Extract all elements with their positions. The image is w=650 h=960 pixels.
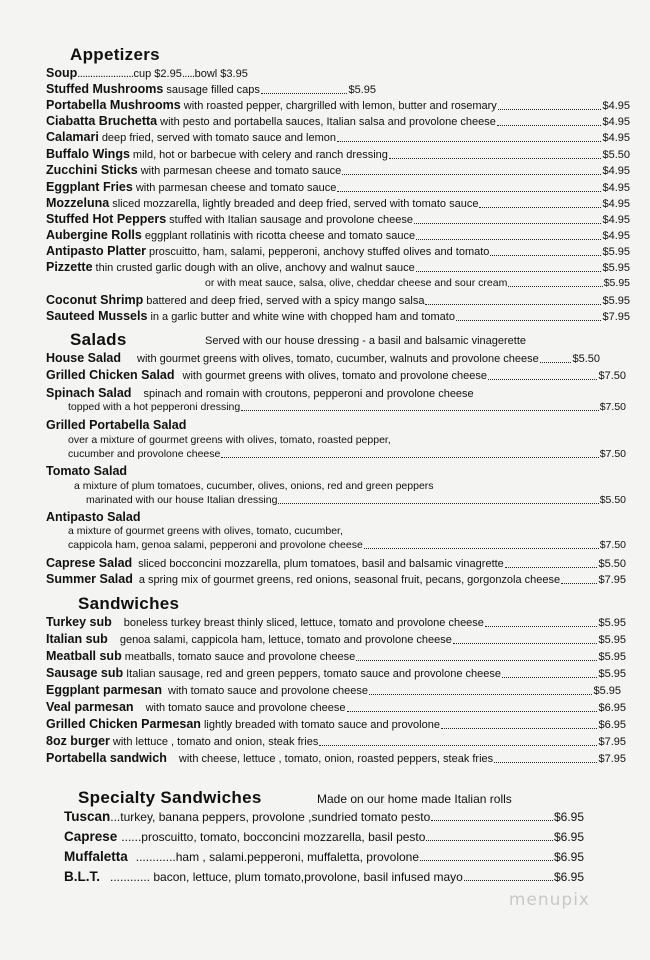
soup-row: Soup ...................... cup $2.95 ..... bowl $3.95 <box>46 66 248 80</box>
menu-item: Mozzeluna sliced mozzarella, lightly breaded and deep fried, served with tomato sauce $4.95 <box>46 196 630 210</box>
salads-note: Served with our house dressing - a basil and balsamic vinagerette <box>205 335 527 347</box>
soup-name: Soup <box>46 66 78 80</box>
menu-item: Buffalo Wings mild, hot or barbecue with celery and ranch dressing $5.50 <box>46 147 630 161</box>
sandwiches-title: Sandwiches <box>78 594 180 613</box>
watermark-text: menupix <box>508 890 590 910</box>
menu-item: Coconut Shrimp battered and deep fried, served with a spicy mango salsa $5.95 <box>46 293 630 307</box>
menu-item: Pizzette thin crusted garlic dough with an olive, anchovy and walnut sauce $5.95 <box>46 260 630 274</box>
menu-item: Tomato Salad <box>46 464 128 478</box>
menu-item: Sausage sub Italian sausage, red and green peppers, tomato sauce and provolone cheese $5.95 <box>46 666 626 680</box>
menu-item: Stuffed Hot Peppers stuffed with Italian sausage and provolone cheese $4.95 <box>46 212 630 226</box>
menu-item-line: a mixture of gourmet greens with olives, tomato, cucumber, <box>68 525 343 537</box>
menu-item-line: cucumber and provolone cheese $7.50 <box>68 448 626 460</box>
menu-item-line: marinated with our house Italian dressing $5.50 <box>86 494 626 506</box>
menu-item: Antipasto Salad <box>46 510 141 524</box>
soup-bowl-price: bowl $3.95 <box>194 68 248 80</box>
salads-title: Salads <box>70 330 127 349</box>
menu-item: Grilled Chicken Parmesan lightly breaded with tomato sauce and provolone $6.95 <box>46 717 626 731</box>
menu-item: Italian sub genoa salami, cappicola ham, lettuce, tomato and provolone cheese $5.95 <box>46 632 626 646</box>
menu-item: Eggplant Fries with parmesan cheese and tomato sauce $4.95 <box>46 180 630 194</box>
menu-item-line: over a mixture of gourmet greens with olives, tomato, roasted pepper, <box>68 434 391 446</box>
menu-item: Grilled Chicken Salad with gourmet greens with olives, tomato and provolone cheese $7.50 <box>46 368 626 382</box>
menu-item: Ciabatta Bruchetta with pesto and portabella sauces, Italian salsa and provolone cheese $4.95 <box>46 114 630 128</box>
menu-item: Tuscan ...turkey, banana peppers, provolone ,sundried tomato pesto $6.95 <box>64 809 584 824</box>
menu-item: Eggplant parmesan with tomato sauce and provolone cheese $5.95 <box>46 683 621 697</box>
menu-item-line: topped with a hot pepperoni dressing $7.50 <box>68 401 626 413</box>
menu-item: Turkey sub boneless turkey breast thinly sliced, lettuce, tomato and provolone cheese $5.95 <box>46 615 626 629</box>
menu-item: Portabella Mushrooms with roasted pepper, chargrilled with lemon, butter and rosemary $4.95 <box>46 98 630 112</box>
menu-item: 8oz burger with lettuce , tomato and onion, steak fries $7.95 <box>46 734 626 748</box>
menu-item: Caprese ......proscuitto, tomato, bocconcini mozzarella, basil pesto $6.95 <box>64 829 584 844</box>
menu-item: Stuffed Mushrooms sausage filled caps $5.95 <box>46 82 376 96</box>
menu-item: Sauteed Mussels in a garlic butter and white wine with chopped ham and tomato $7.95 <box>46 309 630 323</box>
menu-item: House Salad with gourmet greens with olives, tomato, cucumber, walnuts and provolone cheese $5.50 <box>46 351 600 365</box>
menu-item: Calamari deep fried, served with tomato sauce and lemon $4.95 <box>46 130 630 144</box>
menu-item: Meatball sub meatballs, tomato sauce and provolone cheese $5.95 <box>46 649 626 663</box>
menu-item: Muffaletta ............ham , salami.pepperoni, muffaletta, provolone $6.95 <box>64 849 584 864</box>
menu-item: Veal parmesan with tomato sauce and provolone cheese $6.95 <box>46 700 626 714</box>
menu-item: Grilled Portabella Salad <box>46 418 187 432</box>
appetizers-title: Appetizers <box>70 45 160 64</box>
specialty-title: Specialty Sandwiches <box>78 788 262 807</box>
menu-item: Zucchini Sticks with parmesan cheese and tomato sauce $4.95 <box>46 163 630 177</box>
menu-item: Aubergine Rolls eggplant rollatinis with ricotta cheese and tomato sauce $4.95 <box>46 228 630 242</box>
menu-item-line: cappicola ham, genoa salami, pepperoni and provolone cheese $7.50 <box>68 539 626 551</box>
menu-item: Antipasto Platter proscuitto, ham, salami, pepperoni, anchovy stuffed olives and tomato $5.95 <box>46 244 630 258</box>
menu-item: Summer Salad a spring mix of gourmet greens, red onions, seasonal fruit, pecans, gorgonzola cheese $7.95 <box>46 572 626 586</box>
menu-item: B.L.T. ............ bacon, lettuce, plum tomato,provolone, basil infused mayo $6.95 <box>64 869 584 884</box>
specialty-note: Made on our home made Italian rolls <box>317 792 512 806</box>
menu-item: Spinach Salad spinach and romain with croutons, pepperoni and provolone cheese <box>46 386 474 400</box>
menu-item: Caprese Salad sliced bocconcini mozzarella, plum tomatoes, basil and balsamic vinagrette $5.50 <box>46 556 626 570</box>
menu-item-line: a mixture of plum tomatoes, cucumber, olives, onions, red and green peppers <box>74 480 434 492</box>
menu-item: Portabella sandwich with cheese, lettuce , tomato, onion, roasted peppers, steak fries $7.95 <box>46 751 626 765</box>
pizzette-alt-line: or with meat sauce, salsa, olive, cheddar cheese and sour cream $5.95 <box>205 277 630 289</box>
soup-cup-price: cup $2.95 <box>133 68 182 80</box>
